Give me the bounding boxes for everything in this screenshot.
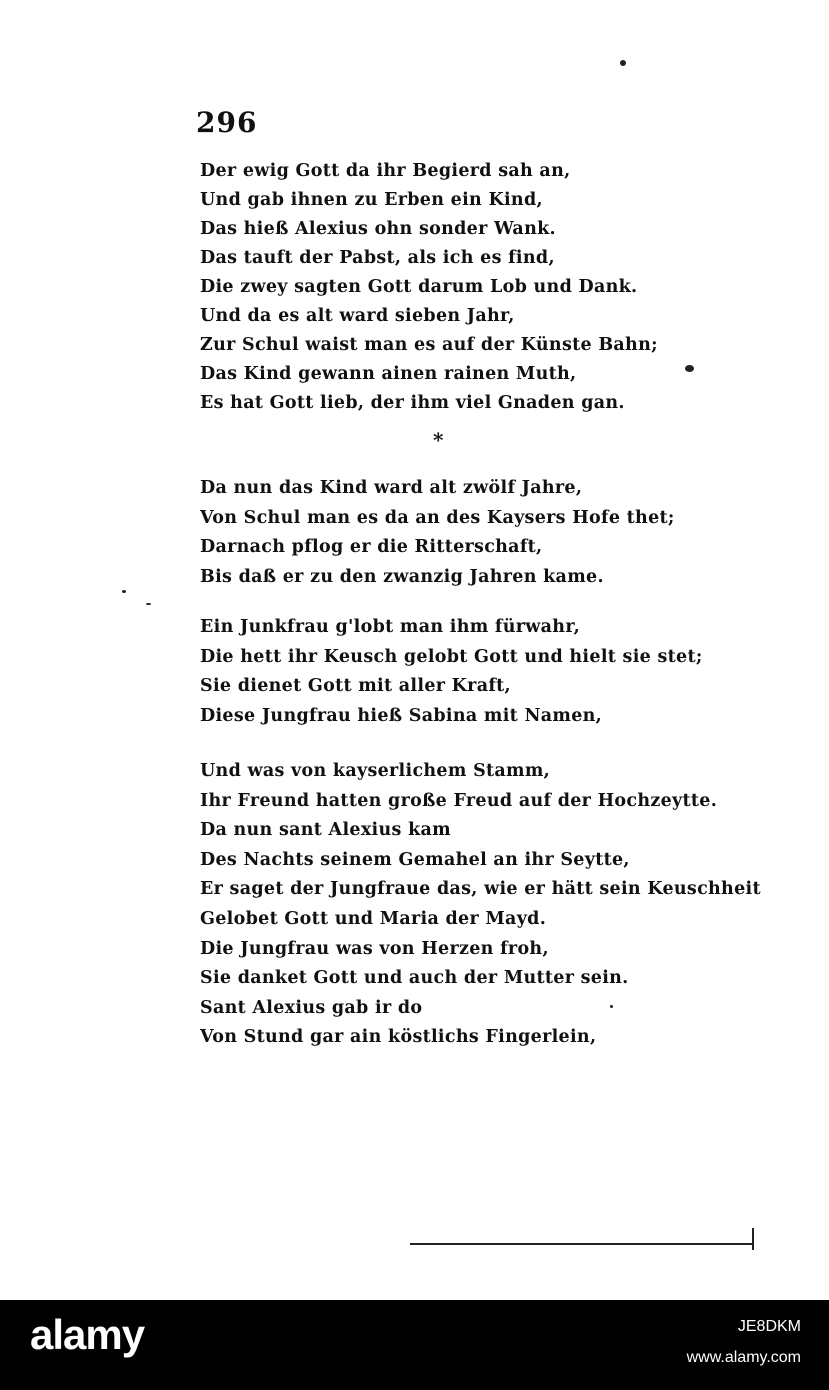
verse-line: Sant Alexius gab ir do [200,997,423,1018]
scan-speck [685,365,694,372]
verse-line: Die Jungfrau was von Herzen froh, [200,938,549,959]
verse-line: Das tauft der Pabst, als ich es find, [200,248,555,268]
verse-line: Die zwey sagten Gott darum Lob und Dank. [200,277,638,297]
verse-line: Diese Jungfrau hieß Sabina mit Namen, [200,705,603,726]
verse-line: Von Stund gar ain köstlichs Fingerlein, [200,1027,597,1048]
watermark-image-id: JE8DKM [737,1318,801,1335]
verse-line: Sie danket Gott und auch der Mutter sein. [200,968,629,989]
verse-line: Sie dienet Gott mit aller Kraft, [200,676,511,696]
scan-speck [146,603,151,605]
bottom-rule [410,1243,753,1245]
verse-line: Des Nachts seinem Gemahel an ihr Seytte, [200,849,630,870]
verse-line: Und gab ihnen zu Erben ein Kind, [200,190,543,210]
verse-line: Und da es alt ward sieben Jahr, [200,306,515,326]
verse-line: Da nun sant Alexius kam [200,820,451,841]
verse-line: Die hett ihr Keusch gelobt Gott und hielt sie stet; [200,646,703,667]
stanza-3 [200,613,703,731]
scan-speck [122,590,126,593]
verse-line: Ein Junkfrau g'lobt man ihm fürwahr, [200,617,580,637]
stanza-1 [200,157,658,418]
stanza-4 [200,757,761,1053]
verse-line: Bis daß er zu den zwanzig Jahren kame. [200,566,604,587]
verse-line: Ihr Freund hatten große Freud auf der Hochzeytte. [200,790,718,811]
verse-line: Darnach pflog er die Ritterschaft, [200,537,543,557]
section-mark: * [433,428,444,452]
verse-line: Gelobet Gott und Maria der Mayd. [200,908,547,929]
verse-line: Der ewig Gott da ihr Begierd sah an, [200,161,571,181]
scan-speck [620,60,626,66]
verse-line: Das Kind gewann ainen rainen Muth, [200,364,577,384]
scan-speck [610,1005,613,1008]
verse-line: Zur Schul waist man es auf der Künste Bahn; [200,335,658,355]
watermark-logo: alamy [30,1311,145,1358]
watermark-url: www.alamy.com [686,1349,801,1366]
verse-line: Es hat Gott lieb, der ihm viel Gnaden gan. [200,393,625,413]
verse-line: Das hieß Alexius ohn sonder Wank. [200,219,556,239]
stanza-2 [200,474,675,592]
verse-line: Von Schul man es da an des Kaysers Hofe thet; [200,507,675,528]
verse-line: Er saget der Jungfraue das, wie er hätt sein Keuschheit [200,879,761,900]
page-number: 296 [196,106,258,139]
verse-line: Und was von kayserlichem Stamm, [200,761,551,781]
corner-rule [752,1228,754,1250]
verse-line: Da nun das Kind ward alt zwölf Jahre, [200,478,583,498]
